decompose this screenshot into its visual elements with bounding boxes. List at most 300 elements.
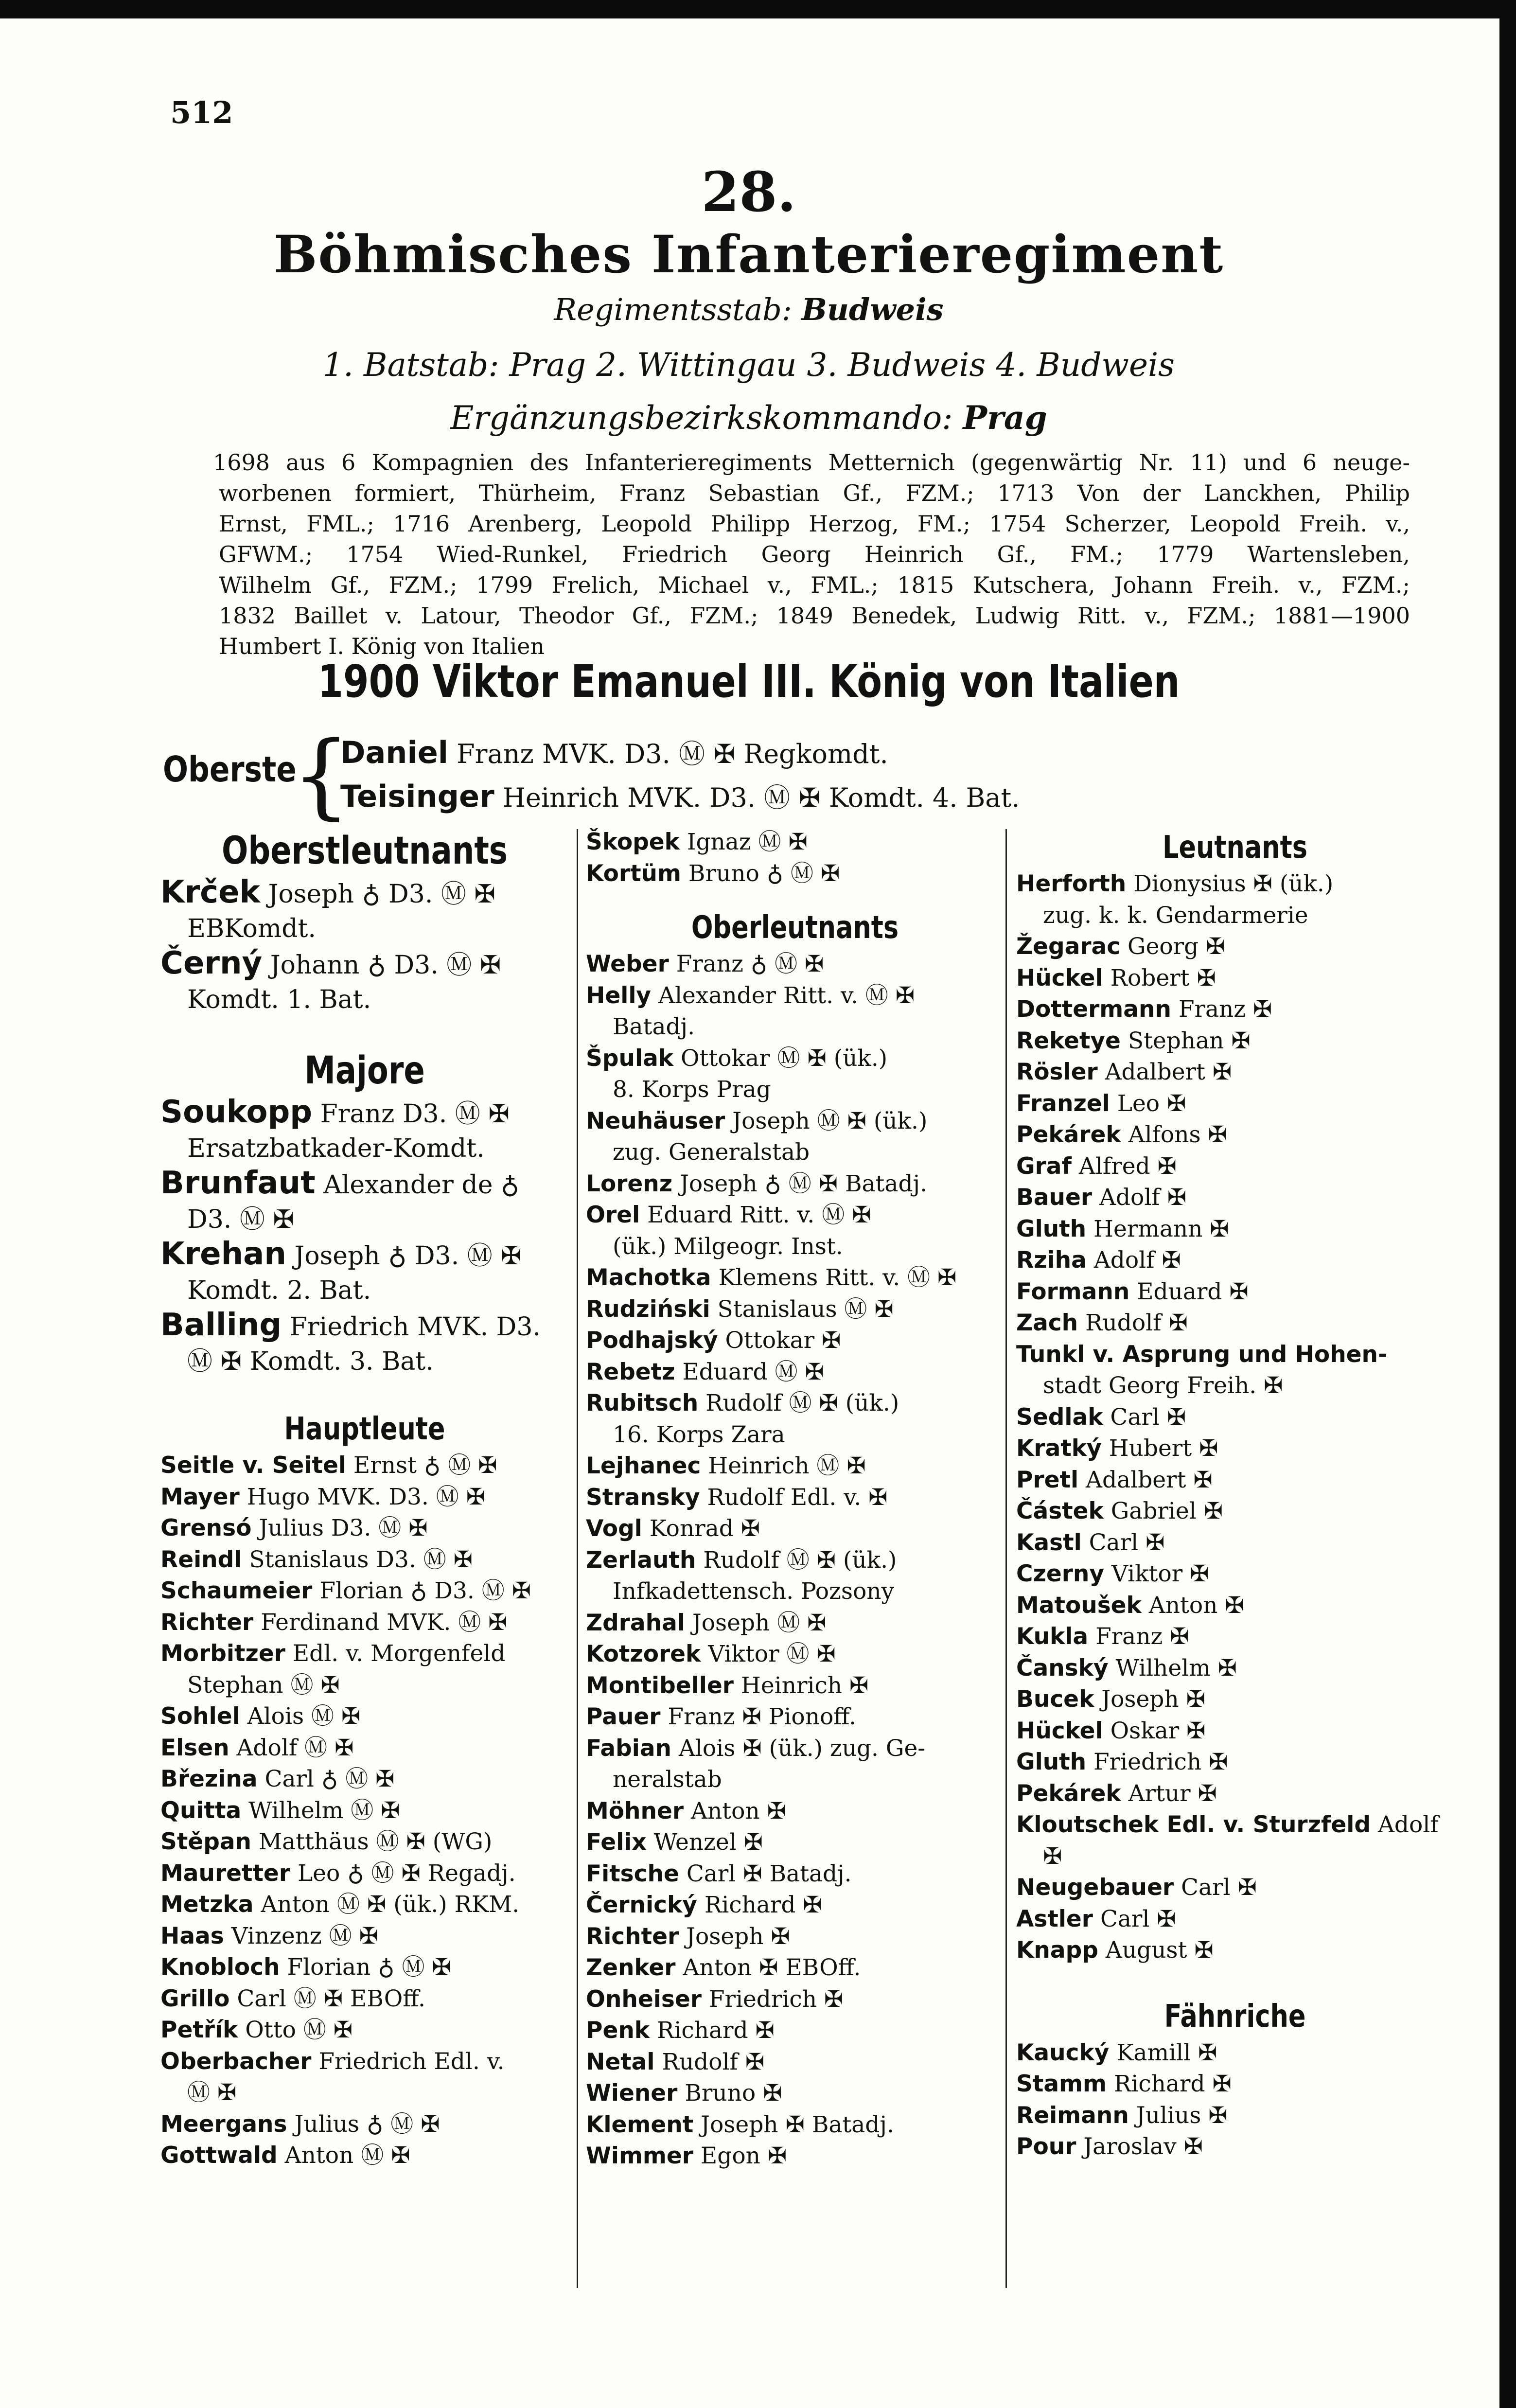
roster-entry-continuation: neralstab (613, 1766, 722, 1793)
officer-surname: Mauretter (160, 1859, 290, 1887)
roster-entry (586, 1921, 1004, 1953)
roster-entry (1016, 1496, 1454, 1527)
officer-surname: Möhner (586, 1797, 684, 1824)
roster-entry-continuation: EBKomdt. (187, 914, 316, 943)
history-line: 1698 aus 6 Kompagnien des Infanterieregiments Metternich (gegenwärtig Nr. 11) und 6 neuge- (213, 449, 1410, 476)
roster-entry (1016, 868, 1454, 900)
oberst-details: Heinrich MVK. D3. Ⓜ ✠ Komdt. 4. Bat. (502, 782, 1020, 813)
officer-surname: Krehan (160, 1236, 286, 1272)
officer-details: Artur ✠ (1128, 1780, 1217, 1807)
roster-entry-continuation: Ersatzbatkader-Komdt. (187, 1134, 485, 1163)
roster-entry (160, 1983, 569, 2015)
roster-entry-continuation: Komdt. 1. Bat. (187, 985, 371, 1014)
officer-details: Alexander Ritt. v. Ⓜ ✠ (658, 982, 915, 1009)
officer-surname: Rudziński (586, 1295, 710, 1323)
history-line: Wilhelm Gf., FZM.; 1799 Frelich, Michael v., FML.; 1815 Kutschera, Johann Freih. v., FZM.; (219, 572, 1410, 598)
roster-entry (160, 1513, 569, 1544)
history-line: worbenen formiert, Thürheim, Franz Sebastian Gf., FZM.; 1713 Von der Lanckhen, Philip (219, 480, 1410, 506)
roster-entry (1016, 1778, 1454, 1810)
officer-details: Rudolf Ⓜ ✠ (ük.) (705, 1390, 899, 1416)
roster-entry (160, 1826, 569, 1858)
regimentsstab-line (0, 292, 1498, 327)
officer-details: Carl ✠ (1110, 1403, 1186, 1431)
officer-details: Rudolf Ⓜ ✠ (ük.) (703, 1546, 897, 1574)
roster-entry (1016, 2131, 1454, 2163)
officer-surname: Quitta (160, 1797, 242, 1824)
officer-surname: Škopek (586, 829, 680, 855)
roster-entry (586, 1670, 1004, 1702)
roster-entry (586, 1043, 1004, 1075)
roster-entry (1016, 1872, 1454, 1904)
officer-details: Julius ♁ Ⓜ ✠ (294, 2110, 440, 2138)
officer-surname: Kotzorek (586, 1641, 701, 1667)
officer-surname: Černý (160, 945, 263, 981)
officer-surname: Pauer (586, 1703, 661, 1730)
officer-surname: Oberbacher (160, 2048, 312, 2075)
oberst-entry (340, 777, 1020, 814)
officer-surname: Penk (586, 2017, 650, 2044)
officer-details: Friedrich MVK. D3. (289, 1312, 541, 1342)
officer-details: Bruno ✠ (685, 2080, 782, 2107)
roster-entry (160, 1701, 569, 1733)
officer-details: Adolf ✠ (1093, 1247, 1181, 1274)
roster-entry (1016, 2037, 1454, 2069)
officer-details: Viktor Ⓜ ✠ (708, 1641, 836, 1667)
officer-surname: Hückel (1016, 1717, 1103, 1744)
officer-surname: Weber (586, 951, 669, 977)
battalion-stations: 1. Batstab: Prag 2. Wittingau 3. Budweis 4. Budweis (323, 346, 1175, 384)
officer-surname: Zenker (586, 1954, 676, 1981)
officer-details: Joseph Ⓜ ✠ (692, 1609, 827, 1636)
officer-surname: Lejhanec (586, 1452, 701, 1479)
officer-surname: Čanský (1016, 1654, 1109, 1682)
officer-surname: Richter (586, 1923, 679, 1950)
officer-details: Robert ✠ (1110, 964, 1216, 992)
history-line: Ernst, FML.; 1716 Arenberg, Leopold Philipp Herzog, FM.; 1754 Scherzer, Leopold Freih. v., (219, 511, 1410, 537)
officer-surname: Netal (586, 2048, 655, 2075)
roster-entry (1016, 1057, 1454, 1088)
roster-entry (586, 1890, 1004, 1921)
roster-entry-continuation: Ⓜ ✠ (187, 2079, 237, 2106)
roster-entry (1016, 1621, 1454, 1653)
officer-surname: Gluth (1016, 1749, 1087, 1775)
officer-surname: Machotka (586, 1264, 711, 1291)
officer-details: Carl ✠ (1100, 1905, 1176, 1932)
officer-surname: Kukla (1016, 1623, 1089, 1650)
officer-surname: Černický (586, 1892, 697, 1918)
roster-entry (1016, 1465, 1454, 1496)
roster-entry (586, 1262, 1004, 1294)
officer-details: Friedrich ✠ (708, 1985, 844, 2013)
officer-details: Franz D3. Ⓜ ✠ (320, 1099, 510, 1129)
roster-entry (1016, 1716, 1454, 1747)
ergaenzung-place: Prag (963, 399, 1047, 437)
officer-details: Oskar ✠ (1110, 1717, 1206, 1744)
officer-surname: Soukopp (160, 1094, 313, 1130)
roster-entry (160, 1607, 569, 1639)
oberleutnants-list (586, 949, 1004, 2172)
roster-entry-continuation: zug. Generalstab (613, 1139, 810, 1166)
officer-details: Eduard ✠ (1137, 1278, 1249, 1305)
hauptleute-continued-list (586, 827, 1004, 889)
officer-details: Wilhelm Ⓜ ✠ (248, 1797, 400, 1824)
officer-details: Stanislaus D3. Ⓜ ✠ (249, 1546, 473, 1573)
column-2 (586, 827, 1004, 2172)
leutnants-list (1016, 868, 1454, 1966)
officer-surname: Rebetz (586, 1358, 675, 1385)
officer-surname: Elsen (160, 1734, 229, 1761)
officer-details: Adolf Ⓜ ✠ (236, 1734, 354, 1761)
roster-entry (1016, 1653, 1454, 1684)
officer-surname: Podhajský (586, 1327, 718, 1354)
roster-entry (586, 1388, 1004, 1419)
officer-surname: Pekárek (1016, 1121, 1121, 1148)
officer-details: Adolf ✠ (1099, 1184, 1187, 1211)
roster-entry-continuation: ✠ (1043, 1842, 1062, 1870)
officer-surname: Částek (1016, 1498, 1104, 1524)
officer-details: Carl ♁ Ⓜ ✠ (264, 1766, 395, 1792)
officer-details: Alfons ✠ (1128, 1121, 1227, 1148)
roster-entry (1016, 1904, 1454, 1935)
officer-details: Franz ✠ Pionoff. (668, 1703, 856, 1730)
officer-surname: Pekárek (1016, 1780, 1121, 1807)
officer-surname: Wimmer (586, 2142, 693, 2169)
roster-entry (1016, 931, 1454, 963)
officer-details: Friedrich ✠ (1093, 1749, 1228, 1775)
officer-surname: Neugebauer (1016, 1874, 1174, 1901)
roster-entry (1016, 1245, 1454, 1276)
roster-entry-continuation: 8. Korps Prag (613, 1076, 771, 1103)
officer-details: Otto Ⓜ ✠ (245, 2017, 353, 2043)
roster-entry (586, 1701, 1004, 1733)
officer-details: Hubert ✠ (1109, 1435, 1218, 1462)
roster-entry (586, 2047, 1004, 2078)
officer-surname: Rziha (1016, 1247, 1087, 1274)
officer-details: Carl Ⓜ ✠ EBOff. (237, 1985, 425, 2012)
roster-entry (1016, 1088, 1454, 1120)
officer-details: Vinzenz Ⓜ ✠ (231, 1922, 378, 1949)
roster-entry (586, 1106, 1004, 1137)
officer-details: Anton ✠ EBOff. (683, 1954, 861, 1981)
officer-details: Alois Ⓜ ✠ (247, 1703, 361, 1730)
faehnriche-list (1016, 2037, 1454, 2163)
officer-details: Julius ✠ (1136, 2102, 1228, 2129)
roster-entry (160, 1482, 569, 1513)
roster-entry (1016, 1402, 1454, 1434)
roster-entry (160, 1952, 569, 1983)
officer-details: Franz ♁ Ⓜ ✠ (676, 951, 824, 977)
roster-entry (160, 1450, 569, 1482)
roster-entry-continuation: Komdt. 2. Bat. (187, 1276, 371, 1305)
roster-entry (160, 1544, 569, 1576)
column-divider (1005, 829, 1007, 2288)
officer-surname: Gluth (1016, 1215, 1087, 1242)
officer-surname: Zdrahal (586, 1609, 685, 1636)
officer-surname: Onheiser (586, 1985, 702, 2013)
roster-entry (1016, 1590, 1454, 1622)
officer-details: Rudolf ✠ (662, 2048, 765, 2075)
officer-details: Hermann ✠ (1093, 1215, 1229, 1242)
officer-surname: Seitle v. Seitel (160, 1452, 346, 1479)
officer-details: Franz ✠ (1178, 996, 1272, 1023)
officer-details: August ✠ (1105, 1937, 1214, 1964)
roster-entry (160, 2109, 569, 2141)
officer-details: Eduard Ⓜ ✠ (682, 1358, 824, 1385)
heading-hauptleute: Hauptleute (284, 1411, 445, 1447)
majore-list (160, 1095, 569, 1379)
roster-entry (1016, 1026, 1454, 1057)
officer-details: Joseph ♁ D3. Ⓜ ✠ (294, 1241, 522, 1271)
roster-entry (160, 1858, 569, 1890)
roster-entry (586, 1451, 1004, 1482)
officer-details: Egon ✠ (700, 2142, 787, 2169)
officer-surname: Haas (160, 1922, 224, 1949)
roster-entry (160, 2015, 569, 2046)
history-line: 1832 Baillet v. Latour, Theodor Gf., FZM.; 1849 Benedek, Ludwig Ritt. v., FZM.; 1881—1900 (219, 602, 1410, 629)
officer-surname: Felix (586, 1829, 647, 1856)
officer-details: Ignaz Ⓜ ✠ (687, 829, 808, 855)
officer-details: Franz ✠ (1095, 1623, 1189, 1650)
officer-details: Stanislaus Ⓜ ✠ (717, 1295, 894, 1323)
column-3 (1016, 827, 1454, 2163)
officer-surname: Kastl (1016, 1529, 1082, 1556)
officer-details: Anton Ⓜ ✠ (284, 2142, 410, 2169)
officer-details: Julius D3. Ⓜ ✠ (259, 1515, 428, 1541)
roster-entry (1016, 1558, 1454, 1590)
officer-surname: Petřík (160, 2017, 238, 2043)
officer-details: Leo ♁ Ⓜ ✠ Regadj. (297, 1859, 516, 1887)
hauptleute-list (160, 1450, 569, 2172)
roster-entry (586, 1294, 1004, 1326)
officer-surname: Knapp (1016, 1937, 1098, 1964)
officer-details: Leo ✠ (1117, 1090, 1186, 1117)
officer-details: Adalbert ✠ (1086, 1466, 1213, 1493)
roster-entry (586, 2078, 1004, 2109)
officer-surname: Mayer (160, 1483, 240, 1510)
officer-surname: Bauer (1016, 1184, 1093, 1211)
heading-faehnriche: Fähnriche (1164, 1998, 1306, 2035)
roster-entry (160, 946, 569, 983)
officer-details: Richard ✠ (657, 2017, 775, 2044)
officer-surname: Sohlel (160, 1703, 240, 1730)
roster-entry-continuation: stadt Georg Freih. ✠ (1043, 1372, 1283, 1399)
officer-details: Jaroslav ✠ (1083, 2133, 1203, 2160)
roster-entry (586, 1859, 1004, 1890)
regimentsstab-label: Regimentsstab: (554, 292, 792, 327)
officer-details: Alexander de ♁ (323, 1170, 520, 1200)
roster-entry (586, 827, 1004, 858)
roster-entry (586, 2015, 1004, 2047)
regiment-name: Böhmisches Infanterieregiment (273, 224, 1224, 284)
officer-details: Anton Ⓜ ✠ (ük.) RKM. (261, 1891, 520, 1918)
officer-details: Wilhelm ✠ (1115, 1654, 1237, 1682)
officer-surname: Helly (586, 982, 652, 1009)
officer-details: Bruno ♁ Ⓜ ✠ (688, 860, 840, 887)
history-line: GFWM.; 1754 Wied-Runkel, Friedrich Georg Heinrich Gf., FM.; 1779 Wartensleben, (219, 541, 1410, 567)
officer-details: Richard ✠ (1113, 2071, 1232, 2097)
roster-entry (586, 1482, 1004, 1514)
officer-surname: Žegarac (1016, 933, 1121, 960)
officer-surname: Hückel (1016, 964, 1103, 992)
officer-details: Rudolf ✠ (1085, 1310, 1188, 1336)
officer-surname: Schaumeier (160, 1577, 313, 1604)
officer-details: Heinrich Ⓜ ✠ (708, 1452, 866, 1479)
officer-details: Heinrich ✠ (740, 1672, 869, 1699)
officer-surname: Tunkl v. Asprung und Hohen- (1016, 1341, 1388, 1368)
roster-entry (1016, 994, 1454, 1026)
officer-details: Ottokar Ⓜ ✠ (ük.) (681, 1045, 888, 1072)
officer-details: Hugo MVK. D3. Ⓜ ✠ (247, 1483, 486, 1510)
roster-entry (160, 1308, 569, 1345)
officer-surname: Fitsche (586, 1860, 679, 1887)
roster-entry-continuation: Stephan Ⓜ ✠ (187, 1671, 340, 1699)
officer-surname: Pour (1016, 2133, 1076, 2160)
officer-details: Edl. v. Morgenfeld (292, 1640, 506, 1667)
heading-oberstleutnants: Oberstleutnants (221, 829, 508, 873)
regiment-inhaber: 1900 Viktor Emanuel III. König von Italien (317, 655, 1180, 708)
officer-surname: Sedlak (1016, 1403, 1103, 1431)
officer-surname: Formann (1016, 1278, 1130, 1305)
roster-entry (586, 1984, 1004, 2016)
officer-surname: Reimann (1016, 2102, 1129, 2129)
officer-surname: Grensó (160, 1515, 252, 1541)
roster-entry (1016, 1433, 1454, 1465)
roster-entry (586, 1639, 1004, 1670)
officer-details: Florian ♁ Ⓜ ✠ (287, 1954, 451, 1981)
officer-surname: Wiener (586, 2080, 678, 2107)
roster-entry (160, 1576, 569, 1607)
roster-entry-continuation: zug. k. k. Gendarmerie (1043, 902, 1308, 929)
oberst-name: Teisinger (340, 779, 494, 814)
officer-details: Joseph ✠ (686, 1923, 790, 1950)
regimentsstab-place: Budweis (801, 292, 944, 327)
roster-entry (160, 1638, 569, 1670)
roster-entry (160, 875, 569, 912)
officer-details: Alfred ✠ (1078, 1152, 1177, 1180)
officer-details: Georg ✠ (1128, 933, 1225, 960)
officer-surname: Lorenz (586, 1170, 673, 1197)
officer-details: Kamill ✠ (1116, 2039, 1217, 2066)
roster-entry (1016, 2100, 1454, 2132)
officer-details: Anton ✠ (691, 1797, 786, 1824)
officer-surname: Orel (586, 1202, 640, 1228)
officer-surname: Kaucký (1016, 2039, 1110, 2066)
officer-details: Ernst ♁ Ⓜ ✠ (353, 1452, 497, 1479)
officer-details: Konrad ✠ (649, 1515, 760, 1542)
officer-surname: Neuhäuser (586, 1107, 725, 1134)
officer-surname: Meergans (160, 2110, 287, 2138)
roster-entry (586, 2109, 1004, 2141)
roster-entry (586, 980, 1004, 1012)
roster-entry (160, 2140, 569, 2172)
officer-details: Alois ✠ (ük.) zug. Ge- (678, 1735, 926, 1762)
officer-details: Joseph ♁ D3. Ⓜ ✠ (268, 880, 495, 909)
officer-surname: Krček (160, 874, 261, 910)
roster-entry (1016, 1935, 1454, 1966)
officer-surname: Rösler (1016, 1059, 1098, 1085)
ergaenzung-line (0, 399, 1498, 437)
officer-details: Anton ✠ (1148, 1592, 1244, 1619)
heading-majore: Majore (304, 1049, 425, 1093)
roster-entry (586, 2141, 1004, 2172)
officer-surname: Březina (160, 1766, 258, 1792)
roster-entry (586, 1357, 1004, 1388)
roster-entry (586, 1733, 1004, 1765)
roster-entry (1016, 1308, 1454, 1339)
officer-details: Gabriel ✠ (1111, 1498, 1223, 1524)
history-line: Humbert I. König von Italien (219, 633, 545, 659)
officer-details: Viktor ✠ (1111, 1560, 1209, 1587)
roster-entry (586, 1200, 1004, 1231)
roster-entry-continuation: Infkadettensch. Pozsony (613, 1578, 895, 1605)
officer-details: Joseph ✠ Batadj. (701, 2111, 894, 2138)
page-number: 512 (170, 95, 233, 130)
officer-details: Joseph Ⓜ ✠ (ük.) (732, 1107, 928, 1134)
officer-details: Joseph ✠ (1101, 1686, 1205, 1713)
officer-details: Ottokar ✠ (725, 1327, 841, 1354)
roster-entry (586, 949, 1004, 980)
roster-entry-continuation: D3. Ⓜ ✠ (187, 1205, 294, 1234)
officer-surname: Franzel (1016, 1090, 1110, 1117)
heading-leutnants: Leutnants (1163, 830, 1307, 866)
regiment-history (213, 447, 1410, 662)
roster-entry (160, 1764, 569, 1795)
officer-surname: Zerlauth (586, 1546, 696, 1574)
oberst-details: Franz MVK. D3. Ⓜ ✠ Regkomdt. (457, 739, 888, 769)
brace-glyph: { (292, 722, 351, 829)
officer-details: Adolf (1377, 1811, 1439, 1838)
roster-entry-continuation: (ük.) Milgeogr. Inst. (613, 1233, 843, 1260)
officer-surname: Brunfaut (160, 1165, 316, 1201)
officer-details: Johann ♁ D3. Ⓜ ✠ (270, 951, 501, 980)
officer-details: Ferdinand MVK. Ⓜ ✠ (261, 1609, 508, 1636)
officer-details: Wenzel ✠ (653, 1829, 763, 1856)
roster-entry (160, 1237, 569, 1274)
officer-surname: Richter (160, 1609, 254, 1636)
roster-entry (586, 1827, 1004, 1859)
officer-details: Florian ♁ D3. Ⓜ ✠ (319, 1577, 531, 1604)
officer-details: Adalbert ✠ (1105, 1059, 1232, 1085)
officer-details: Carl ✠ Batadj. (686, 1860, 852, 1887)
ergaenzung-label: Ergänzungsbezirkskommando: (450, 399, 953, 437)
officer-surname: Montibeller (586, 1672, 734, 1699)
roster-entry (586, 1545, 1004, 1576)
officer-surname: Kratký (1016, 1435, 1102, 1462)
officer-surname: Bucek (1016, 1686, 1094, 1713)
officer-surname: Fabian (586, 1735, 671, 1762)
officer-details: Rudolf Edl. v. ✠ (707, 1484, 888, 1511)
officer-surname: Klement (586, 2111, 694, 2138)
officer-details: Carl ✠ (1181, 1874, 1257, 1901)
officer-details: Carl ✠ (1089, 1529, 1165, 1556)
officer-surname: Czerny (1016, 1560, 1105, 1587)
officer-surname: Knobloch (160, 1954, 280, 1981)
officer-surname: Stěpan (160, 1828, 252, 1855)
roster-entry (586, 858, 1004, 890)
regiment-number: 28. (701, 160, 796, 224)
roster-entry (1016, 1684, 1454, 1716)
oberst-entry (340, 733, 888, 771)
officer-details: Matthäus Ⓜ ✠ (WG) (258, 1828, 493, 1855)
roster-entry (1016, 1151, 1454, 1183)
roster-entry (586, 1169, 1004, 1200)
officer-details: Dionysius ✠ (ük.) (1133, 870, 1334, 897)
roster-entry (586, 1513, 1004, 1545)
roster-entry (586, 1325, 1004, 1357)
heading-oberleutnants: Oberleutnants (691, 910, 899, 946)
officer-surname: Reketye (1016, 1027, 1121, 1054)
roster-entry (1016, 1339, 1454, 1371)
